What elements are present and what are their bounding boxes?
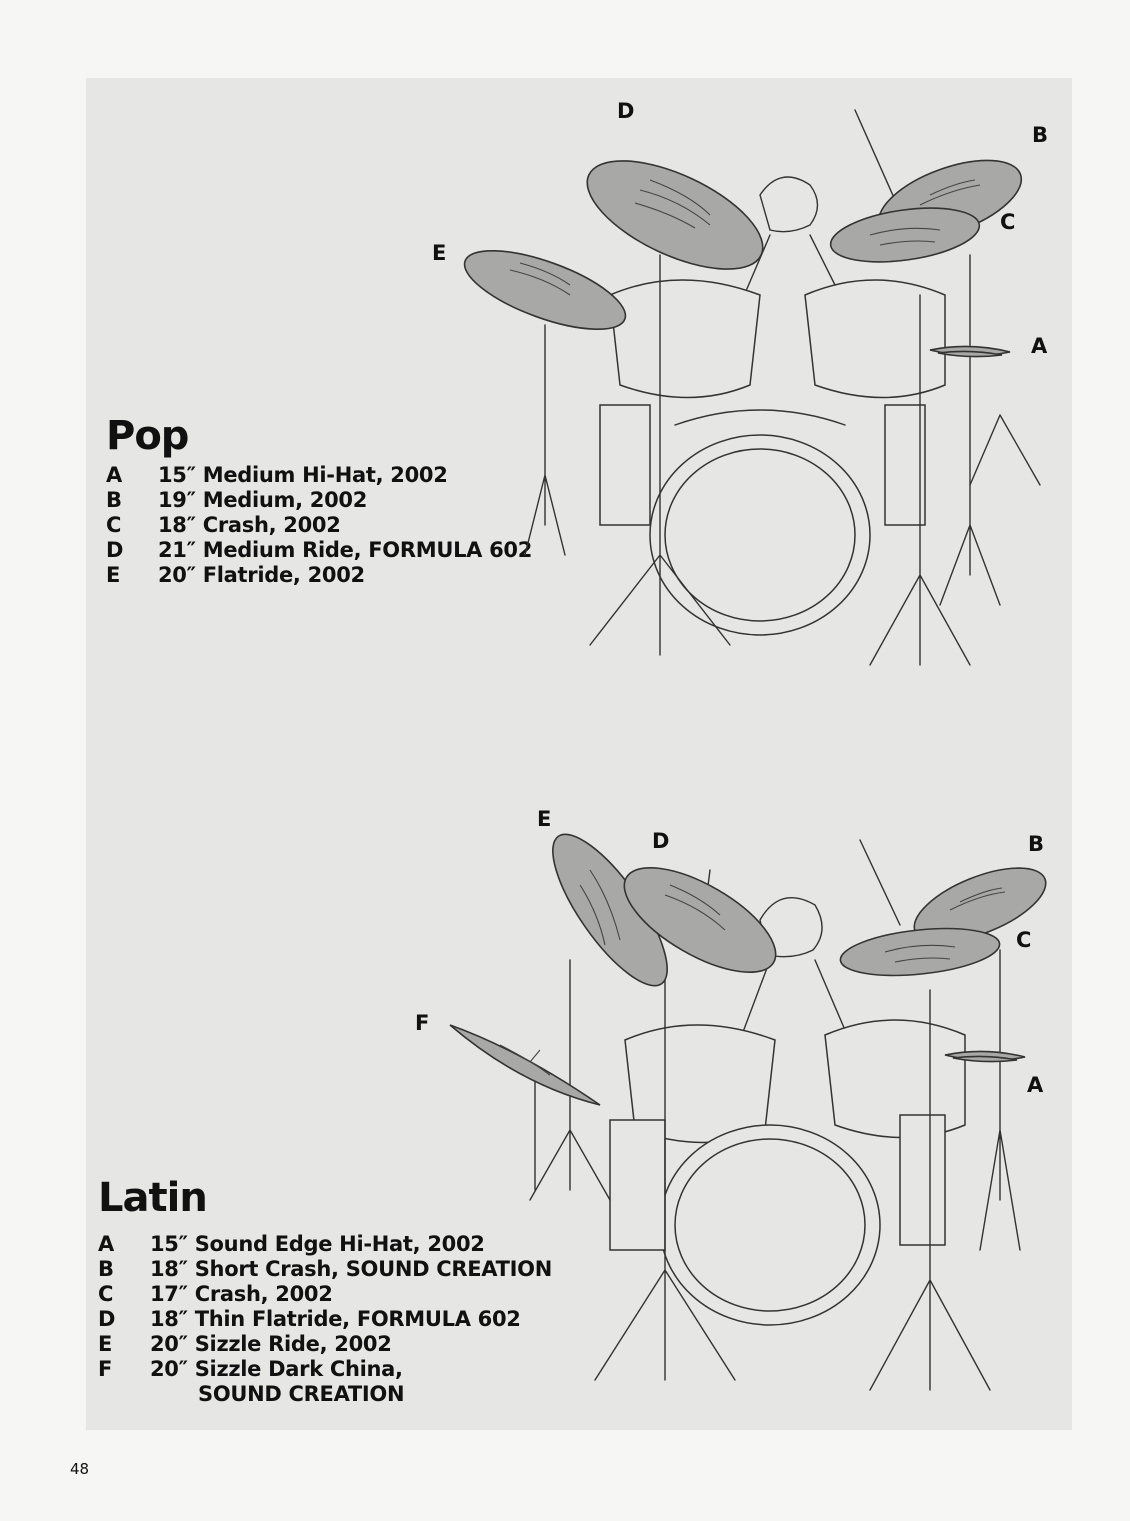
legend-text: 15″ Medium Hi-Hat, 2002: [158, 463, 448, 487]
legend-text: 15″ Sound Edge Hi-Hat, 2002: [150, 1232, 485, 1256]
callout-a: A: [1027, 1073, 1044, 1097]
legend-text-line1: 20″ Sizzle Dark China,: [150, 1357, 403, 1381]
legend-key: B: [98, 1257, 114, 1281]
legend-key: E: [106, 563, 121, 587]
legend-text: 18″ Thin Flatride, FORMULA 602: [150, 1307, 521, 1331]
legend-text: 18″ Short Crash, SOUND CREATION: [150, 1257, 552, 1281]
callout-b: B: [1032, 123, 1049, 147]
drum-kit-illustration-latin: [440, 830, 1060, 1420]
section-title-pop: Pop: [106, 413, 189, 459]
legend-key: B: [106, 488, 122, 512]
legend-text: 18″ Crash, 2002: [158, 513, 341, 537]
callout-d: D: [617, 99, 635, 123]
legend-text: 17″ Crash, 2002: [150, 1282, 333, 1306]
page-number: 48: [70, 1460, 90, 1478]
legend-text: 19″ Medium, 2002: [158, 488, 368, 512]
legend-key: A: [98, 1232, 114, 1256]
callout-e: E: [537, 807, 552, 831]
callout-b: B: [1028, 832, 1045, 856]
legend-text: 21″ Medium Ride, FORMULA 602: [158, 538, 533, 562]
callout-d: D: [652, 829, 670, 853]
legend-key: D: [98, 1307, 116, 1331]
legend-key: D: [106, 538, 124, 562]
callout-a: A: [1031, 334, 1048, 358]
callout-f: F: [415, 1011, 430, 1035]
legend-text: 20″ Flatride, 2002: [158, 563, 365, 587]
callout-c: C: [1016, 928, 1032, 952]
section-title-latin: Latin: [98, 1175, 207, 1221]
legend-text: [150, 1357, 404, 1407]
legend-key: A: [106, 463, 122, 487]
drum-kit-illustration-pop: [460, 95, 1060, 695]
legend-key: E: [98, 1332, 113, 1356]
callout-c: C: [1000, 210, 1016, 234]
legend-key: F: [98, 1357, 113, 1381]
legend-key: C: [106, 513, 122, 537]
legend-text: 20″ Sizzle Ride, 2002: [150, 1332, 392, 1356]
legend-text-line2: SOUND CREATION: [198, 1382, 405, 1406]
legend-key: C: [98, 1282, 114, 1306]
callout-e: E: [432, 241, 447, 265]
